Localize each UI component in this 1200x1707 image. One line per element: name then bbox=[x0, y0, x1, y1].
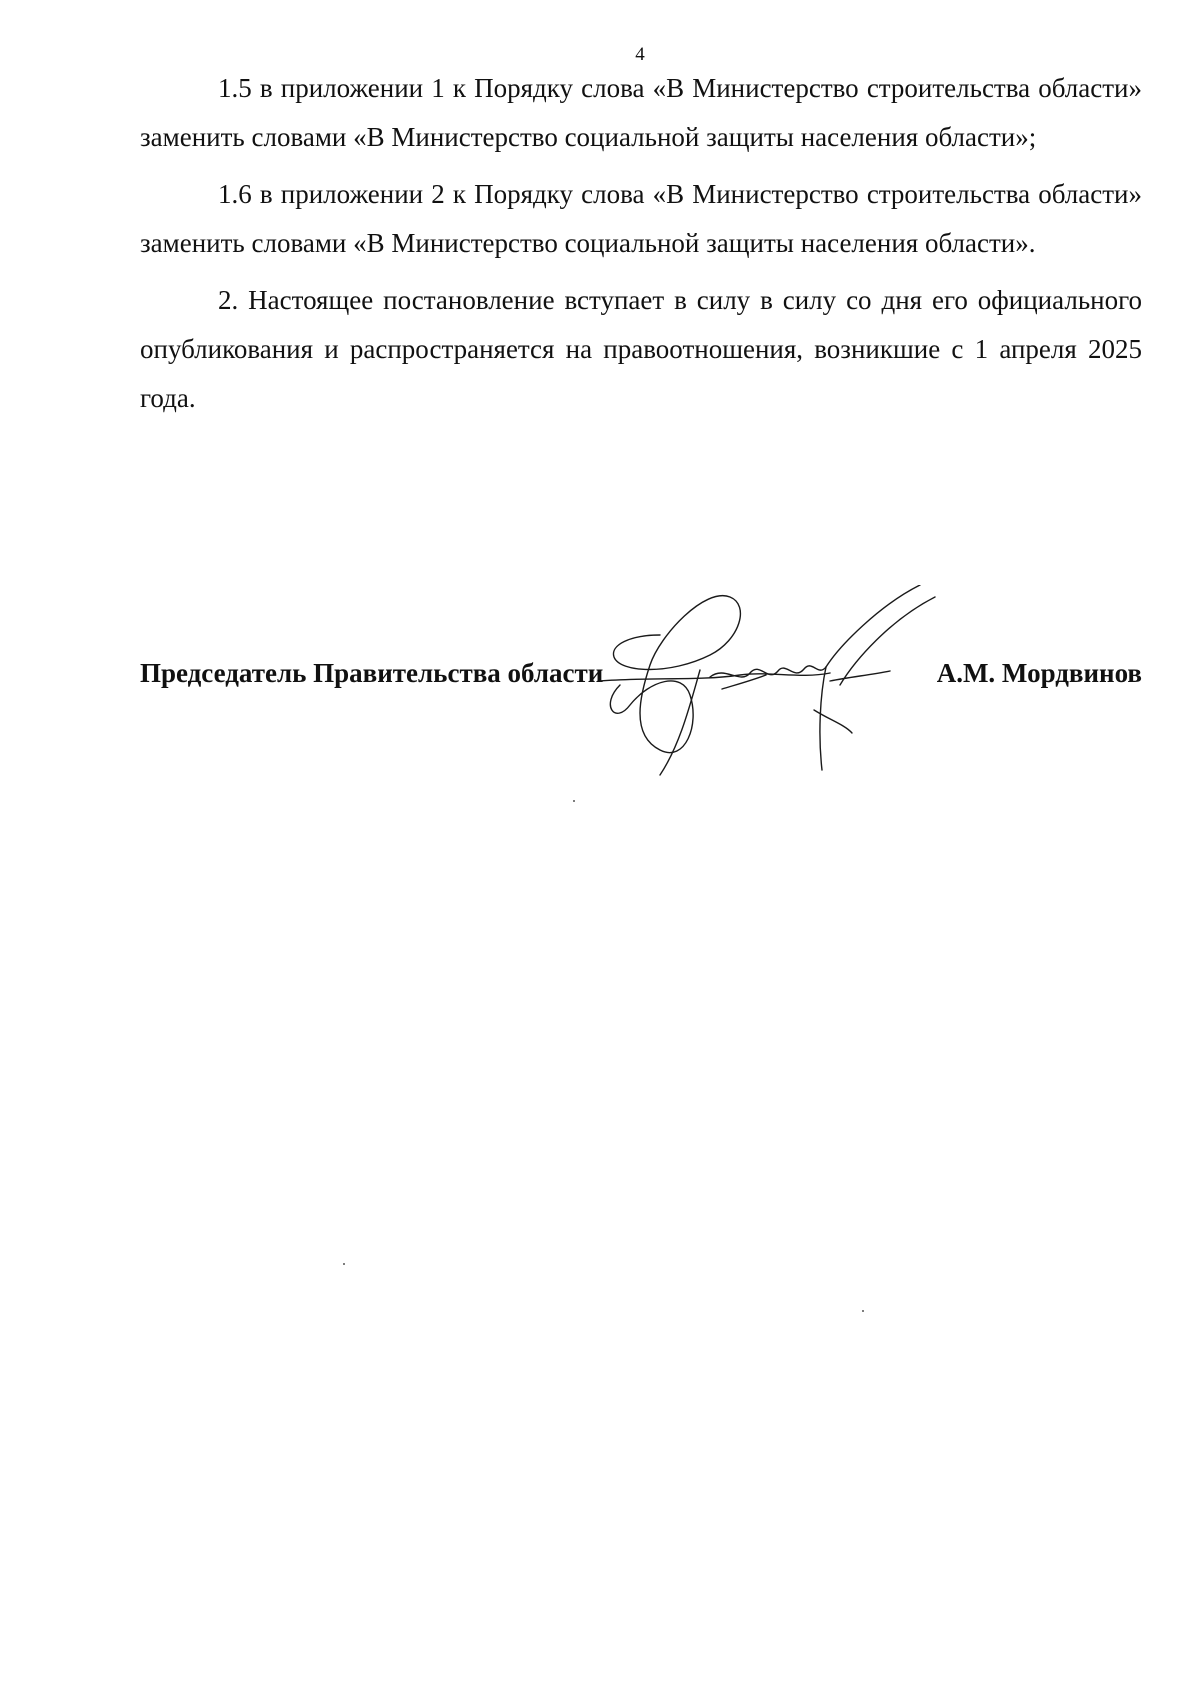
handwritten-signature bbox=[590, 585, 950, 785]
document-body bbox=[140, 64, 1142, 431]
paragraph-1-5: 1.5 в приложении 1 к Порядку слова «В Министерство строительства области» заменить словами «В Министерство социальной защиты населения области»; bbox=[140, 73, 1142, 152]
page-number: 4 bbox=[635, 44, 645, 65]
signatory-name: А.М. Мордвинов bbox=[936, 658, 1142, 688]
scan-speck bbox=[573, 800, 575, 802]
paragraph-1-6: 1.6 в приложении 2 к Порядку слова «В Министерство строительства области» заменить словами «В Министерство социальной защиты населения области». bbox=[140, 179, 1142, 258]
paragraph-2: 2. Настоящее постановление вступает в силу в силу со дня его официального опубликования и распространяется на правоотношения, возникшие с 1 апреля 2025 года. bbox=[140, 285, 1142, 413]
scan-speck bbox=[343, 1263, 345, 1265]
signatory-role: Председатель Правительства области bbox=[140, 658, 604, 688]
scan-speck bbox=[862, 1310, 864, 1312]
